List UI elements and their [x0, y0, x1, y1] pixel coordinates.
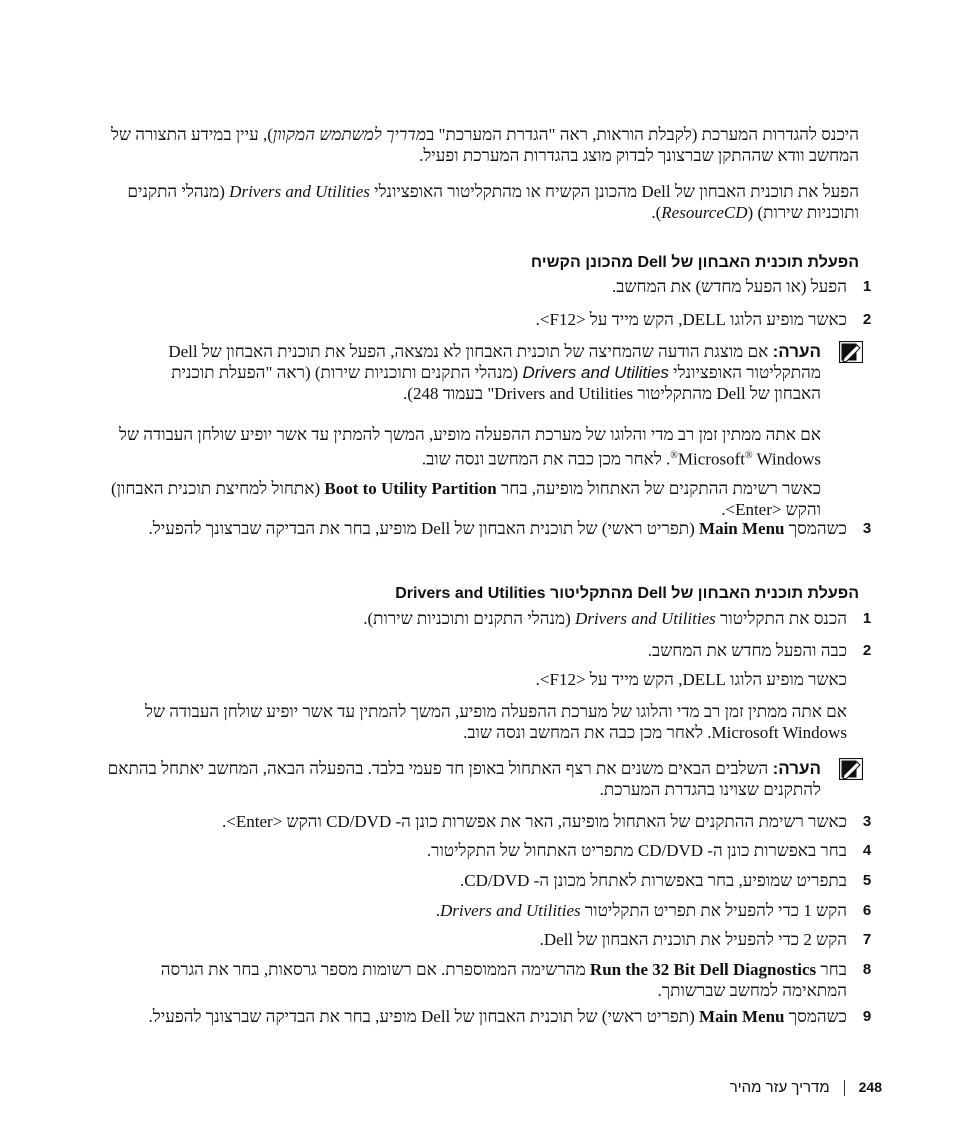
step-text: כשהמסך	[784, 1007, 847, 1026]
footer-divider	[844, 1080, 845, 1096]
step-number: 1	[862, 610, 872, 627]
step-text-italic: Drivers and Utilities	[575, 609, 716, 628]
text: היכנס להגדרות המערכת (לקבלת הוראות, ראה "הגדרת המערכת" ב	[426, 125, 859, 144]
step-number: 1	[862, 278, 872, 295]
step-9	[94, 1006, 872, 1027]
text: Windows	[752, 449, 821, 469]
step-text: הפעל (או הפעל מחדש) את המחשב.	[612, 277, 847, 296]
text: הפעל את תוכנית האבחון של Dell מהכונן הקשיח או מהתקליטור האופציונלי	[369, 182, 859, 201]
step-text: הכנס את התקליטור	[715, 609, 847, 628]
step-number: 8	[862, 961, 872, 978]
section-heading-hard-drive: הפעלת תוכנית האבחון של Dell מהכונן הקשיח	[530, 254, 859, 271]
footer-title: מדריך עזר מהיר	[729, 1079, 830, 1096]
wait-paragraph-1	[94, 424, 821, 470]
text: ), עיין במידע התצורה של המחשב וודא שההתקן שברצונך לבדוק מוצג בהגדרות המערכת ופעיל.	[111, 125, 859, 165]
text-italic: ResourceCD	[661, 203, 748, 222]
boot-paragraph	[94, 478, 821, 520]
step-3	[94, 518, 872, 539]
step-text: .	[435, 901, 440, 920]
step-8	[94, 959, 872, 1001]
note-pencil-icon	[839, 341, 863, 363]
page-number: 248	[858, 1079, 882, 1095]
registered-mark: ®	[744, 450, 753, 461]
text-italic: Drivers and Utilities	[229, 182, 370, 201]
step-number: 4	[862, 842, 872, 859]
intro-paragraph-1	[94, 124, 859, 166]
step-text-bold: Main Menu	[699, 519, 785, 538]
step-number: 3	[862, 520, 872, 537]
step-text: (תפריט ראשי) של תוכנית האבחון של Dell מופיע, בחר את הבדיקה שברצונך להפעיל.	[148, 519, 700, 538]
step-text: בתפריט שמופיע, בחר באפשרות לאתחל מכונן ה- CD/DVD.	[460, 871, 847, 890]
step-number: 9	[862, 1008, 872, 1025]
step-6	[94, 900, 872, 921]
text: ).	[651, 203, 662, 222]
note-label: הערה:	[772, 759, 821, 778]
step-number: 7	[862, 931, 872, 948]
step-number: 2	[862, 642, 872, 659]
step-4	[94, 840, 872, 861]
step-number: 6	[862, 902, 872, 919]
step-text: הקש 2 כדי להפעיל את תוכנית האבחון של Dell.	[539, 930, 847, 949]
step-text: מהרשימה הממוספרת. אם רשומות מספר גרסאות, בחר את הגרסה המתאימה למחשב שברשותך.	[160, 960, 847, 1000]
step-number: 2	[862, 311, 872, 328]
text: . לאחר מכן כבה את המחשב ונסה שוב.	[421, 449, 671, 469]
step-1	[94, 276, 872, 297]
step-text-bold: Main Menu	[699, 1007, 785, 1026]
text: (מנהלי התקנים ותוכניות שירות) (	[127, 182, 859, 222]
step-5	[94, 870, 872, 891]
step-number: 5	[862, 872, 872, 889]
note-text-italic: Drivers and Utilities	[522, 363, 669, 382]
note-text: (מנהלי התקנים ותוכניות שירות) (ראה "הפעלת תוכנית האבחון של Dell מהתקליטור Drivers and Utilities" בעמוד 248).	[171, 363, 821, 403]
step-3	[94, 811, 872, 832]
step-text: (תפריט ראשי) של תוכנית האבחון של Dell מופיע, בחר את הבדיקה שברצונך להפעיל.	[148, 1007, 700, 1026]
text-bold: Boot to Utility Partition	[324, 479, 497, 498]
registered-mark: ®	[670, 450, 678, 461]
wait-paragraph-2: אם אתה ממתין זמן רב מדי והלוגו של מערכת ההפעלה מופיע, המשך להמתין עד אשר יופיע שולחן העבודה של Microsoft Windows. לאחר מכן כבה את המחשב ונסה שוב.	[145, 702, 847, 742]
step-number: 3	[862, 813, 872, 830]
step-2-sub: כאשר מופיע הלוגו DELL, הקש מייד על <F12>.	[535, 670, 847, 689]
step-text: בחר באפשרות כונן ה- CD/DVD מתפריט האתחול של התקליטור.	[426, 841, 847, 860]
step-text-italic: Drivers and Utilities	[439, 901, 581, 920]
page-footer	[730, 1077, 882, 1098]
step-2	[94, 640, 872, 661]
intro-paragraph-2	[94, 181, 859, 223]
section-heading-cd: הפעלת תוכנית האבחון של Dell מהתקליטור Drivers and Utilities	[395, 585, 859, 602]
note-pencil-icon	[839, 758, 863, 780]
note-block-2	[94, 758, 821, 800]
step-text: הקש 1 כדי להפעיל את תפריט התקליטור	[580, 901, 847, 920]
note-label: הערה:	[772, 342, 821, 361]
step-text: כשהמסך	[784, 519, 847, 538]
step-text: כבה והפעל מחדש את המחשב.	[647, 641, 847, 660]
step-text: כאשר רשימת ההתקנים של האתחול מופיעה, הא‏ר את אפשרות כונן ה- CD/DVD והקש <Enter>.	[222, 812, 847, 831]
step-1	[94, 608, 872, 629]
text: כאשר רשימת ההתקנים של האתחול מופיעה, בחר	[496, 479, 821, 498]
step-text: בחר	[816, 960, 847, 979]
text: (אתחול למחיצת תוכנית האבחון) והקש <Enter>.	[110, 479, 821, 519]
step-text-bold: Run the 32 Bit Dell Diagnostics	[589, 960, 817, 979]
text-italic: מדריך למשתמש המקוון	[272, 125, 427, 144]
step-2	[94, 309, 872, 330]
step-7	[94, 929, 872, 950]
note-text: השלבים הבאים משנים את רצף האתחול באופן חד פעמי בלבד. בהפעלה הבאה, המחשב יאתחל בהתאם להתקנים שצוינו בהגדרת המערכת.	[107, 759, 821, 799]
step-text: (מנהלי התקנים ותוכניות שירות).	[363, 609, 576, 628]
note-block-1	[134, 341, 821, 404]
step-text: כאשר מופיע הלוגו DELL, הקש מייד על <F12>.	[535, 310, 847, 329]
note-text: אם מוצגת הודעה שהמחיצה של תוכנית האבחון לא נמצאה, הפעל את תוכנית האבחון של Dell מהתקליטור האופציונלי	[168, 342, 821, 382]
text: אם אתה ממתין זמן רב מדי והלוגו של מערכת ההפעלה מופיע, המשך להמתין עד אשר יופיע שולחן העבודה של Microsoft	[119, 425, 821, 469]
